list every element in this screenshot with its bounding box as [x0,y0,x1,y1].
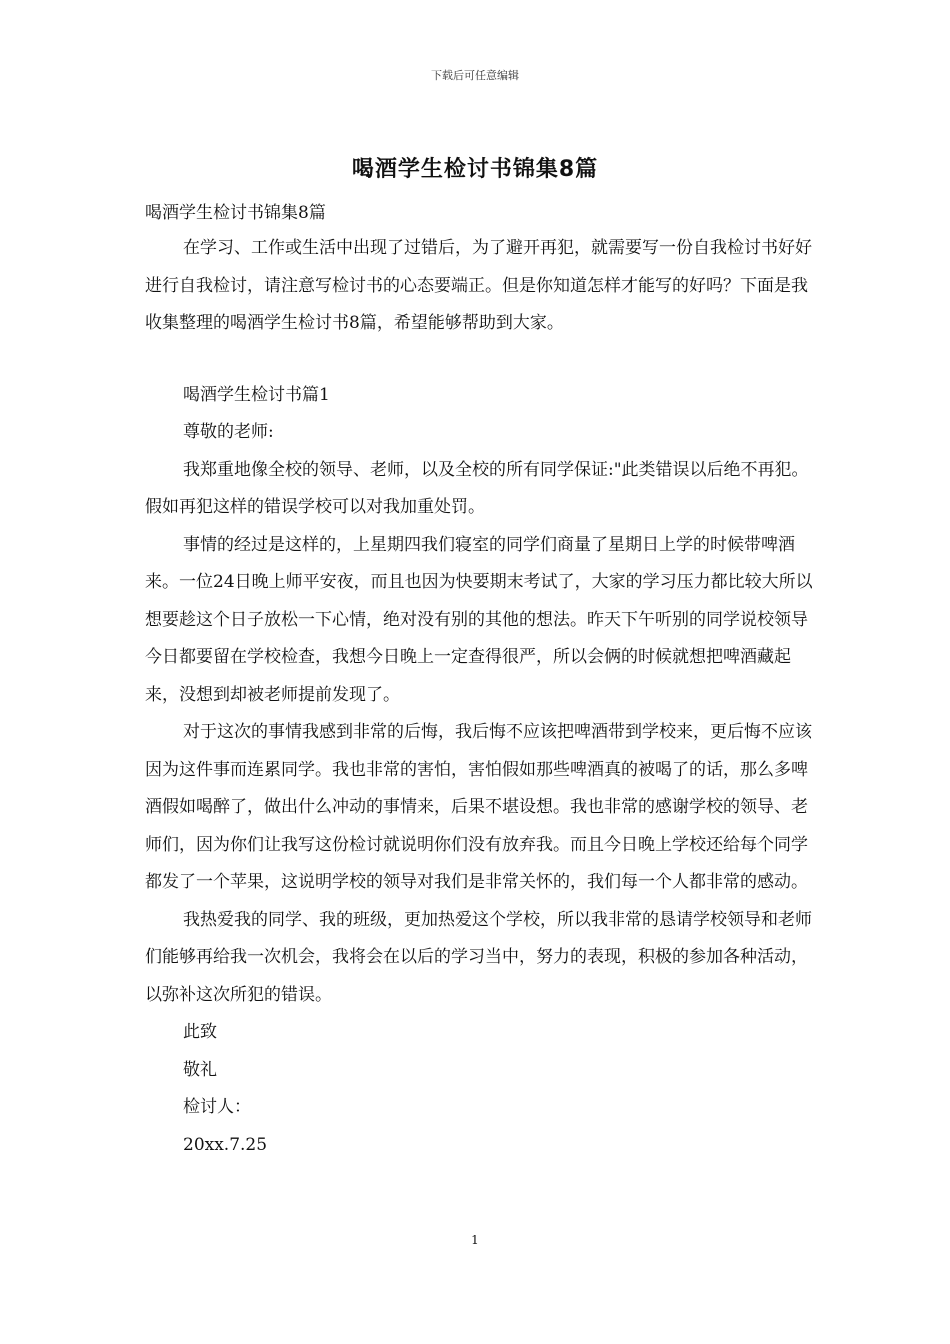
document-body [145,196,813,1164]
intro-paragraph: 在学习、工作或生活中出现了过错后，为了避开再犯，就需要写一份自我检讨书好好进行自我检讨，请注意写检讨书的心态要端正。但是你知道怎样才能写的好吗？下面是我收集整理的喝酒学生检讨书8篇，希望能够帮助到大家。 [145,238,812,333]
body-paragraph: 我热爱我的同学、我的班级，更加热爱这个学校，所以我非常的恳请学校领导和老师们能够再给我一次机会，我将会在以后的学习当中，努力的表现，积极的参加各种活动，以弥补这次所犯的错误。 [145,909,812,1005]
document-subtitle: 喝酒学生检讨书锦集8篇 [145,203,326,223]
closing-line-1: 此致 [183,1022,217,1042]
body-paragraph: 事情的经过是这样的，上星期四我们寝室的同学们商量了星期日上学的时候带啤酒来。一位24日晚上师平安夜，而且也因为快要期末考试了，大家的学习压力都比较大所以想要趁这个日子放松一下心情，绝对没有别的其他的想法。昨天下午听别的同学说校领导今日都要留在学校检查，我想今日晚上一定查得很严，所以会俩的时候就想把啤酒藏起来，没想到却被老师提前发现了。 [145,534,813,705]
salutation: 尊敬的老师: [183,422,274,442]
signer-label: 检讨人： [183,1097,251,1117]
closing-line-2: 敬礼 [183,1059,217,1080]
page-number: 1 [471,1233,479,1247]
body-paragraph: 对于这次的事情我感到非常的后悔，我后悔不应该把啤酒带到学校来，更后悔不应该因为这件事而连累同学。我也非常的害怕，害怕假如那些啤酒真的被喝了的话，那么多啤酒假如喝醉了，做出什么冲动的事情来，后果不堪设想。我也非常的感谢学校的领导、老师们，因为你们让我写这份检讨就说明你们没有放弃我。而且今日晚上学校还给每个同学都发了一个苹果，这说明学校的领导对我们是非常关怀的，我们每一个人都非常的感动。 [145,722,812,892]
section-title: 喝酒学生检讨书篇1 [183,384,330,405]
signature-date: 20xx.7.25 [183,1134,268,1155]
section-spacer [145,343,813,377]
body-paragraph: 我郑重地像全校的领导、老师，以及全校的所有同学保证:"此类错误以后绝不再犯。假如再犯这样的错误学校可以对我加重处罚。 [145,459,809,517]
document-title: 喝酒学生检讨书锦集8篇 [351,157,599,182]
header-note: 下载后可任意编辑 [431,69,519,82]
